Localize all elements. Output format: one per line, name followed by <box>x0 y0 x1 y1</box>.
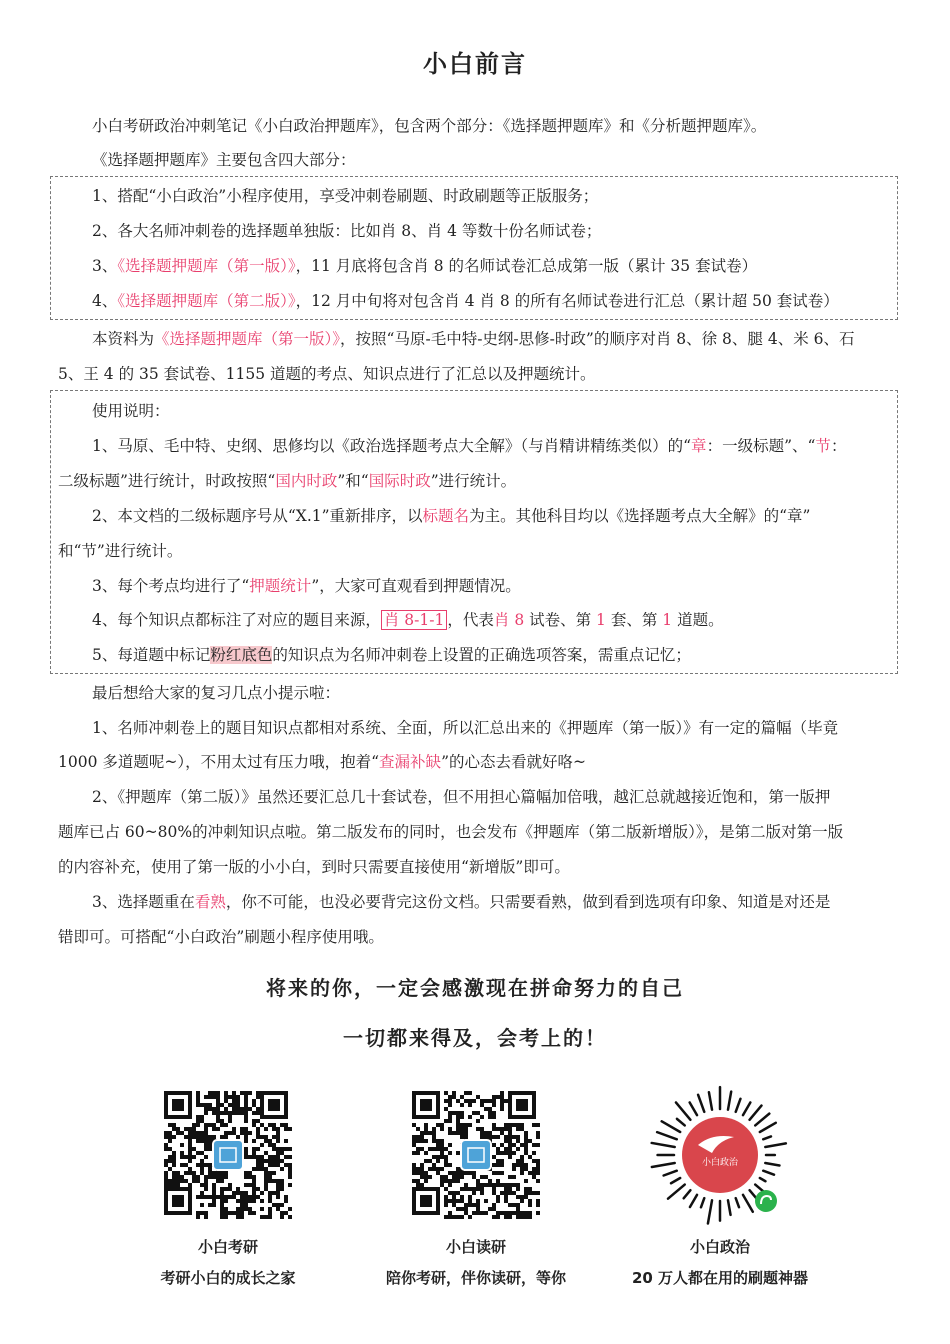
tip-2-line-3: 的内容补充，使用了第一版的小小白，到时只需要直接使用“新增版”即可。 <box>58 858 570 876</box>
qr-desc-2: 陪你考研，伴你读研，等你 <box>385 1269 566 1287</box>
tip-2-line-2: 题库已占 60~80%的冲刺知识点啦。第二版发布的同时，也会发布《押题库（第二版新增版）》，是第二版对第一版 <box>58 823 844 841</box>
tip-3-line-2: 错即可。可搭配“小白政治”刷题小程序使用哦。 <box>58 928 384 946</box>
intro-line-2: 《选择题押题库》主要包含四大部分： <box>92 151 356 169</box>
tip-1-line-2: 1000 多道题呢~），不用太过有压力哦，抱着“查漏补缺”的心态去看就好咯~ <box>58 753 586 771</box>
intro-line-1: 小白考研政治冲刺笔记《小白政治押题库》，包含两个部分：《选择题押题库》和《分析题押题库》。 <box>92 117 767 135</box>
tip-1-line-1: 1、名师冲刺卷上的题目知识点都相对系统、全面，所以汇总出来的《押题库（第一版）》有一定的篇幅（毕竟 <box>92 719 839 737</box>
highlight-sample: 粉红底色 <box>210 646 273 664</box>
miniprogram-code-xiaobai-zhengzhi[interactable] <box>648 1083 792 1227</box>
usage-item-5: 5、每道题中标记粉红底色的知识点为名师冲刺卷上设置的正确选项答案，需重点记忆； <box>92 646 691 664</box>
material-line-1: 本资料为《选择题押题库（第一版）》，按照“马原-毛中特-史纲-思修-时政”的顺序对肖 8、徐 8、腿 4、米 6、石 <box>92 330 855 348</box>
usage-box <box>50 390 898 674</box>
qr-desc-1: 考研小白的成长之家 <box>160 1269 296 1287</box>
qr-desc-3: 20 万人都在用的刷题神器 <box>631 1269 809 1287</box>
part-item-4: 4、《选择题押题库（第二版）》，12 月中旬将对包含肖 4 肖 8 的所有名师试卷进行汇总（累计超 50 套试卷） <box>92 292 839 310</box>
edition-1-title: 《选择题押题库（第一版）》 <box>117 257 296 275</box>
logo-circle <box>682 1117 758 1193</box>
usage-item-3: 3、每个考点均进行了“押题统计”，大家可直观看到押题情况。 <box>92 577 521 595</box>
usage-item-1: 1、马原、毛中特、史纲、思修均以《政治选择题考点大全解》（与肖精讲精练类似）的“章：一级标题”、“节： <box>92 437 847 455</box>
part-item-1: 1、搭配“小白政治”小程序使用，享受冲刺卷刷题、时政刷题等正版服务； <box>92 187 599 205</box>
usage-item-4: 4、每个知识点都标注了对应的题目来源， 肖 8-1-1 ，代表肖 8 试卷、第 1 套、第 1 道题。 <box>92 611 724 629</box>
qr-name-1: 小白考研 <box>197 1238 258 1256</box>
tip-2-line-1: 2、《押题库（第二版）》虽然还要汇总几十套试卷，但不用担心篇幅加倍哦，越汇总就越接近饱和，第一版押 <box>92 788 831 806</box>
qr-code-xiaobai-kaoyan[interactable] <box>163 1090 293 1220</box>
miniprogram-icon <box>755 1190 777 1212</box>
part-item-3: 3、《选择题押题库（第一版）》，11 月底将包含肖 8 的名师试卷汇总成第一版（累计 35 套试卷） <box>92 257 758 275</box>
part-item-2: 2、各大名师冲刺卷的选择题单独版：比如肖 8、肖 4 等数十份名师试卷； <box>92 222 602 240</box>
slogan-1: 将来的你，一定会感激现在拼命努力的自己 <box>266 976 684 1000</box>
logo-text: 小白政治 <box>701 1158 739 1168</box>
slogan-2: 一切都来得及，会考上的！ <box>343 1026 607 1050</box>
page-title: 小白前言 <box>423 50 527 78</box>
usage-heading: 使用说明： <box>92 402 170 420</box>
tips-heading: 最后想给大家的复习几点小提示啦： <box>92 684 341 702</box>
source-tag: 肖 8-1-1 <box>381 610 448 630</box>
qr-name-3: 小白政治 <box>689 1238 750 1256</box>
qr-name-2: 小白读研 <box>445 1238 506 1256</box>
edition-2-title: 《选择题押题库（第二版）》 <box>117 292 296 310</box>
tip-3-line-1: 3、选择题重在看熟，你不可能，也没必要背完这份文档。只需要看熟，做到看到选项有印象、知道是对还是 <box>92 893 831 911</box>
usage-item-2-cont: 和“节”进行统计。 <box>58 542 183 560</box>
material-line-2: 5、王 4 的 35 套试卷、1155 道题的考点、知识点进行了汇总以及押题统计。 <box>58 365 596 383</box>
usage-item-2: 2、本文档的二级标题序号从“X.1”重新排序，以标题名为主。其他科目均以《选择题考点大全解》的“章” <box>92 507 811 525</box>
qr-code-xiaobai-duyan[interactable] <box>411 1090 541 1220</box>
usage-item-1-cont: 二级标题”进行统计，时政按照“国内时政”和“国际时政”进行统计。 <box>58 472 517 490</box>
